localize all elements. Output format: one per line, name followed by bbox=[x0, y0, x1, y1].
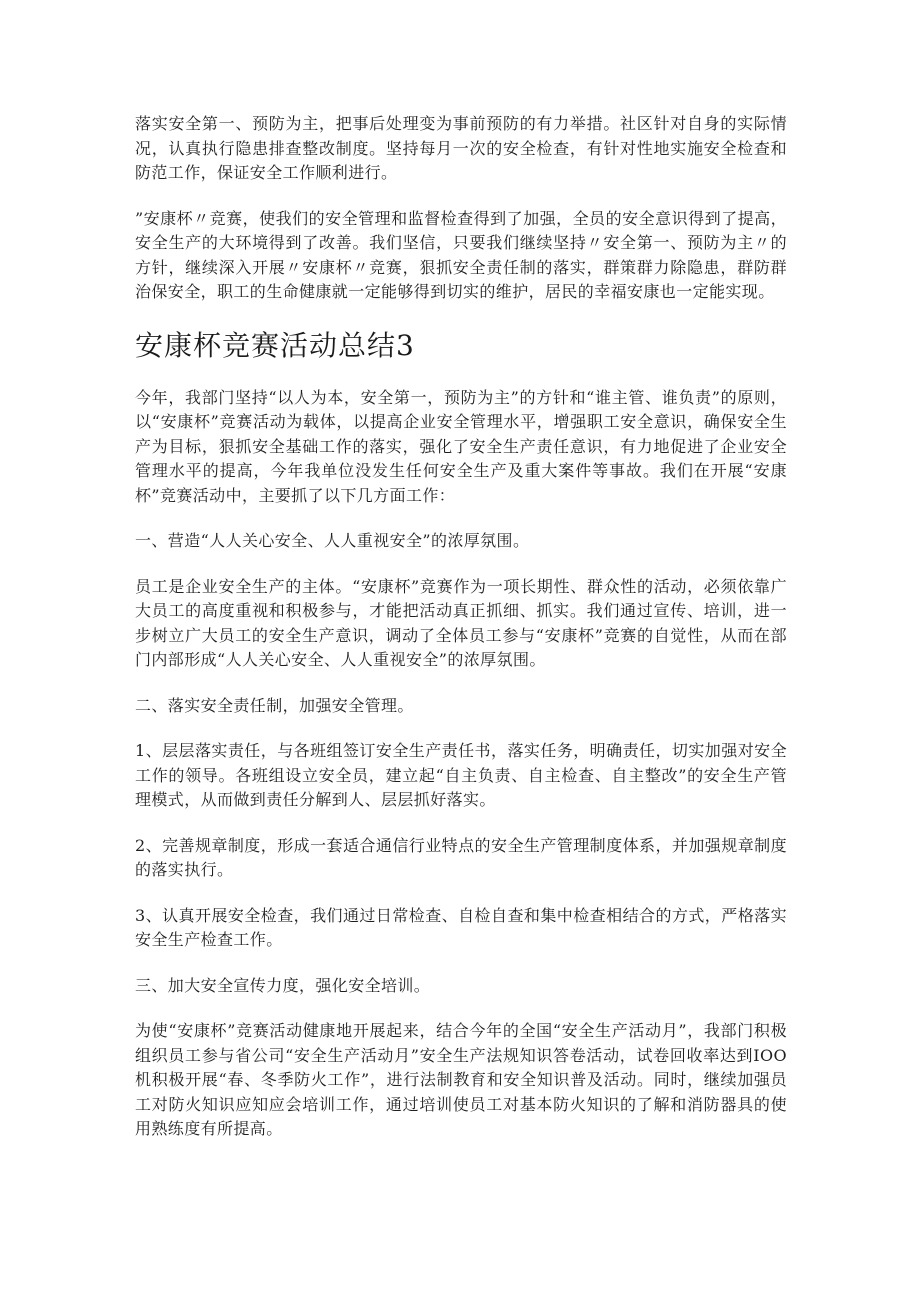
paragraph-responsibility-2: 2、完善规章制度，形成一套适合通信行业特点的安全生产管理制度体系，并加强规章制度的落实执行。 bbox=[135, 835, 787, 879]
paragraph-responsibility-1: 1、层层落实责任，与各班组签订安全生产责任书，落实任务，明确责任，切实加强对安全工作的领导。各班组设立安全员，建立起“自主负责、自主检查、自主整改”的安全生产管理模式，从而做到责任分解到人、层层抓好落实。 bbox=[135, 741, 787, 809]
paragraph-overview: 今年，我部门坚持“以人为本，安全第一，预防为主”的方针和“谁主管、谁负责”的原则，以“安康杯”竞赛活动为载体，以提高企业安全管理水平，增强职工安全意识，确保安全生产为目标，狠抓安全基础工作的落实，强化了安全生产责任意识，有力地促进了企业安全管理水平的提高，今年我单位没发生任何安全生产及重大案件等事故。我们在开展“安康杯”竞赛活动中，主要抓了以下几方面工作： bbox=[135, 387, 787, 505]
subheading-responsibility: 二、落实安全责任制，加强安全管理。 bbox=[135, 695, 414, 715]
paragraph-training: 为使“安康杯”竞赛活动健康地开展起来，结合今年的全国“安全生产活动月”，我部门积极组织员工参与省公司“安全生产活动月”安全生产法规知识答卷活动，试卷回收率达到IOO机积极开展“春、冬季防火工作”，进行法制教育和安全知识普及活动。同时，继续加强员工对防火知识应知应会培训工作，通过培训使员工对基本防火知识的了解和消防器具的使用熟练度有所提高。 bbox=[135, 1021, 787, 1138]
subheading-atmosphere: 一、营造“人人关心安全、人人重视安全”的浓厚氛围。 bbox=[135, 531, 530, 550]
paragraph-intro-2: ”安康杯〃竞赛，使我们的安全管理和监督检查得到了加强，全员的安全意识得到了提高，安全生产的大环境得到了改善。我们坚信，只要我们继续坚持〃安全第一、预防为主〃的方针，继续深入开展〃安康杯〃竞赛，狠抓安全责任制的落实，群策群力除隐患，群防群治保安全，职工的生命健康就一定能够得到切实的维护，居民的幸福安康也一定能实现。 bbox=[135, 208, 787, 301]
document-page bbox=[135, 112, 787, 1163]
paragraph-responsibility-3: 3、认真开展安全检查，我们通过日常检查、自检自查和集中检查相结合的方式，严格落实安全生产检查工作。 bbox=[135, 905, 787, 949]
section-title: 安康杯竞赛活动总结3 bbox=[135, 328, 415, 362]
paragraph-intro-1: 落实安全第一、预防为主，把事后处理变为事前预防的有力举措。社区针对自身的实际情况，认真执行隐患排查整改制度。坚持每月一次的安全检查，有针对性地实施安全检查和防范工作，保证安全工作顺利进行。 bbox=[135, 114, 787, 182]
paragraph-atmosphere: 员工是企业安全生产的主体。“安康杯”竞赛作为一项长期性、群众性的活动，必须依靠广大员工的高度重视和积极参与，才能把活动真正抓细、抓实。我们通过宣传、培训，进一步树立广大员工的安全生产意识，调动了全体员工参与“安康杯”竞赛的自觉性，从而在部门内部形成“人人关心安全、人人重视安全”的浓厚氛围。 bbox=[135, 576, 787, 669]
subheading-training: 三、加大安全宣传力度，强化安全培训。 bbox=[135, 975, 431, 995]
